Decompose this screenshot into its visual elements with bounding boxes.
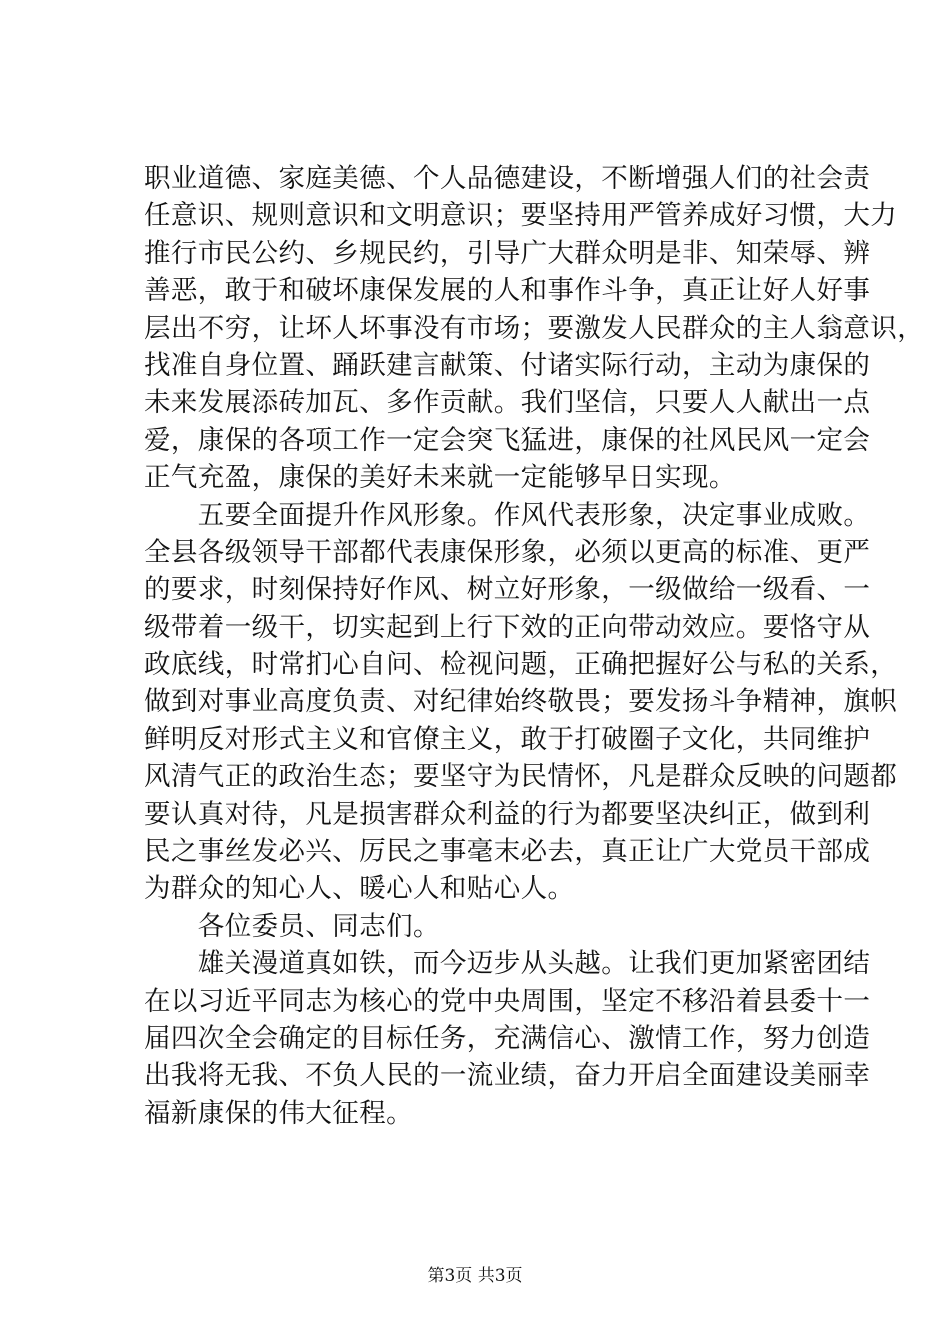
text-line: 善恶，敢于和破坏康保发展的人和事作斗争，真正让好人好事	[144, 275, 871, 307]
text-line: 任意识、规则意识和文明意识；要坚持用严管养成好习惯，大力	[144, 200, 898, 232]
text-line: 未来发展添砖加瓦、多作贡献。我们坚信，只要人人献出一点	[144, 387, 871, 419]
text-line: 在以习近平同志为核心的党中央周围，坚定不移沿着县委十一	[144, 985, 871, 1017]
text-line: 风清气正的政治生态；要坚守为民情怀，凡是群众反映的问题都	[144, 761, 898, 793]
text-line: 各位委员、同志们。	[144, 910, 440, 942]
text-line: 层出不穷，让坏人坏事没有市场；要激发人民群众的主人翁意识，	[144, 312, 925, 344]
text-line: 推行市民公约、乡规民约，引导广大群众明是非、知荣辱、辨	[144, 237, 871, 269]
text-line: 职业道德、家庭美德、个人品德建设，不断增强人们的社会责	[144, 163, 871, 194]
text-line: 全县各级领导干部都代表康保形象，必须以更高的标准、更严	[144, 536, 871, 568]
text-line: 届四次全会确定的目标任务，充满信心、激情工作，努力创造	[144, 1022, 871, 1054]
text-line: 民之事丝发必兴、厉民之事毫末必去，真正让广大党员干部成	[144, 836, 871, 868]
text-line: 雄关漫道真如铁，而今迈步从头越。让我们更加紧密团结	[144, 948, 871, 980]
text-line: 做到对事业高度负责、对纪律始终敬畏；要发扬斗争精神，旗帜	[144, 686, 898, 718]
body-text	[144, 160, 925, 1132]
text-line: 爱，康保的各项工作一定会突飞猛进，康保的社风民风一定会	[144, 424, 871, 456]
text-line: 要认真对待，凡是损害群众利益的行为都要坚决纠正，做到利	[144, 798, 871, 830]
text-line: 级带着一级干，切实起到上行下效的正向带动效应。要恪守从	[144, 611, 871, 643]
text-line: 福新康保的伟大征程。	[144, 1097, 413, 1129]
text-line: 找准自身位置、踊跃建言献策、付诸实际行动，主动为康保的	[144, 349, 871, 381]
text-line: 出我将无我、不负人民的一流业绩，奋力开启全面建设美丽幸	[144, 1060, 871, 1092]
text-line: 五要全面提升作风形象。作风代表形象，决定事业成败。	[144, 499, 871, 531]
text-line: 鲜明反对形式主义和官僚主义，敢于打破圈子文化，共同维护	[144, 723, 871, 755]
text-line: 政底线，时常扪心自问、检视问题，正确把握好公与私的关系，	[144, 649, 898, 681]
text-line: 的要求，时刻保持好作风、树立好形象，一级做给一级看、一	[144, 574, 871, 606]
text-line: 正气充盈，康保的美好未来就一定能够早日实现。	[144, 462, 736, 494]
page-footer: 第3页 共3页	[427, 1266, 523, 1286]
text-line: 为群众的知心人、暖心人和贴心人。	[144, 873, 575, 905]
